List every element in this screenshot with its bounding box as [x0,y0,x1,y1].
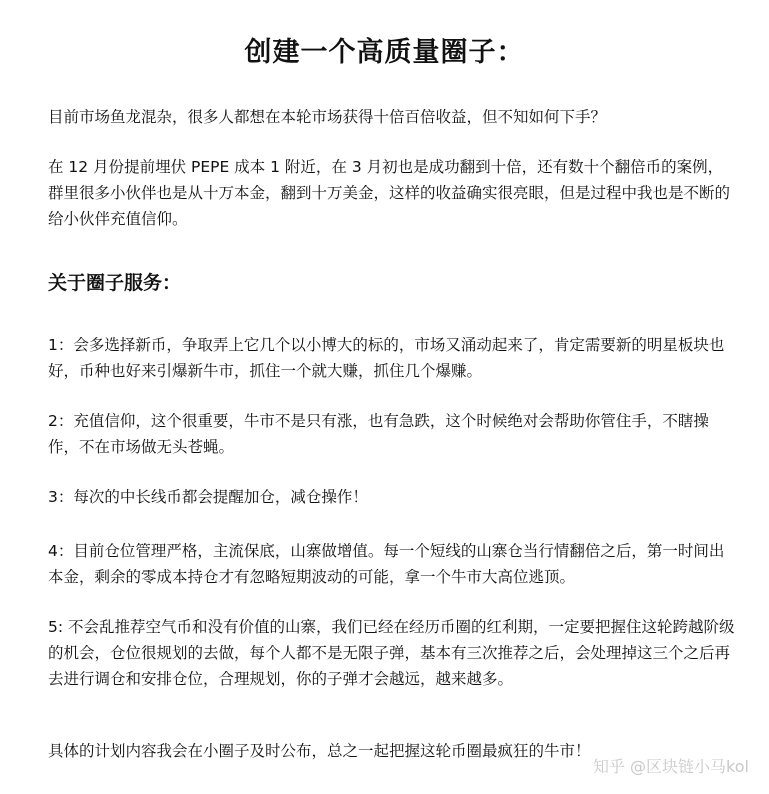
service-item-4: 4：目前仓位管理严格，主流保底，山寨做增值。每一个短线的山寨仓当行情翻倍之后，第一时间出本金，剩余的零成本持仓才有忽略短期波动的可能，拿一个牛市大高位逃顶。 [48,542,725,586]
document-title: 创建一个高质量圈子： [244,37,525,68]
services-heading: 关于圈子服务： [48,272,182,294]
zhihu-watermark: 知乎 @区块链小马kol [592,757,749,776]
closing-paragraph: 具体的计划内容我会在小圈子及时公布，总之一起把握这轮币圈最疯狂的牛市！ [48,742,591,760]
service-item-2: 2：充值信仰，这个很重要，牛市不是只有涨，也有急跌，这个时候绝对会帮助你管住手，不瞎操作，不在市场做无头苍蝇。 [48,412,709,456]
intro-paragraph: 目前市场鱼龙混杂，很多人都想在本轮市场获得十倍百倍收益，但不知如何下手？ [48,108,607,126]
service-item-5: 5: 不会乱推荐空气币和没有价值的山寨，我们已经在经历币圈的红利期，一定要把握住这轮跨越阶级的机会，仓位很规划的去做，每个人都不是无限子弹，基本有三次推荐之后，会处理掉这三个之后再去进行调仓和安排仓位，合理规划，你的子弹才会越远，越来越多。 [48,618,735,688]
service-item-3: 3：每次的中长线币都会提醒加仓，减仓操作！ [48,488,368,506]
service-item-1: 1：会多选择新币，争取弄上它几个以小博大的标的，市场又涌动起来了，肯定需要新的明星板块也好，币种也好来引爆新牛市，抓住一个就大赚，抓住几个爆赚。 [48,336,725,380]
story-paragraph: 在 12 月份提前埋伏 PEPE 成本 1 附近，在 3 月初也是成功翻到十倍，还有数十个翻倍币的案例，群里很多小伙伴也是从十万本金，翻到十万美金，这样的收益确实很亮眼，但是过程中我也是不断的给小伙伴充值信仰。 [48,158,731,228]
